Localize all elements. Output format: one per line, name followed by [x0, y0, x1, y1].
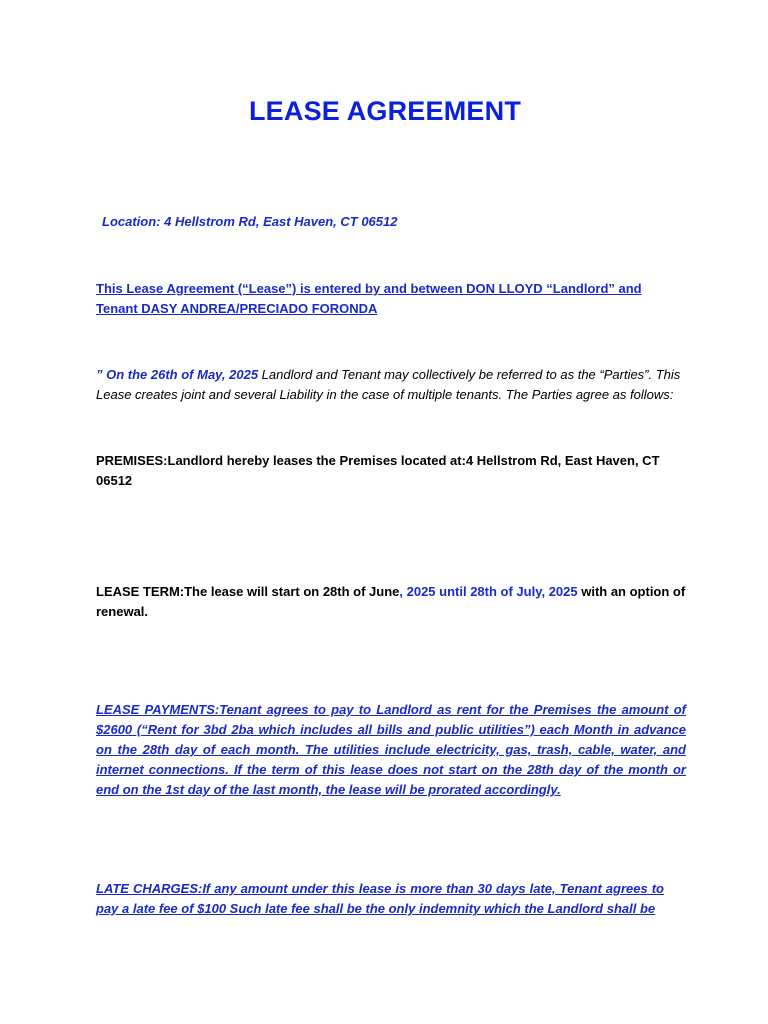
lease-term-paragraph	[90, 582, 686, 622]
date-rest: Landlord and Tenant may collectively be referred to as the “Parties”. This Lease creates joint and several Liability in the case of multiple tenants. The Parties agree as follows:	[96, 367, 681, 402]
date-paragraph	[90, 365, 686, 405]
term-end: with an option of renewal.	[96, 584, 686, 619]
intro-paragraph: This Lease Agreement (“Lease”) is entered by and between DON LLOYD “Landlord” and Tenant DASY ANDREA/PRECIADO FORONDA	[96, 281, 642, 316]
lease-payments-paragraph: LEASE PAYMENTS:Tenant agrees to pay to Landlord as rent for the Premises the amount of $2600 (“Rent for 3bd 2ba which includes all bills and public utilities”) each Month in advance on the 28th day of each month. The utilities include electricity, gas, trash, cable, water, and internet connections. If the term of this lease does not start on the 28th day of the month or end on the 1st day of the last month, the lease will be prorated accordingly.	[96, 702, 686, 797]
term-start: LEASE TERM:The lease will start on 28th of June	[96, 584, 400, 599]
document-title: LEASE AGREEMENT	[248, 96, 522, 126]
term-dates: , 2025 until 28th of July, 2025	[399, 584, 578, 599]
location-line: Location: 4 Hellstrom Rd, East Haven, CT 06512	[102, 214, 398, 229]
date-lead: ” On the 26th of May, 2025	[96, 367, 259, 382]
late-charges-paragraph: LATE CHARGES:If any amount under this lease is more than 30 days late, Tenant agrees to pay a late fee of $100 Such late fee shall be the only indemnity which the Landlord shall be	[96, 881, 664, 916]
premises-paragraph: PREMISES:Landlord hereby leases the Premises located at:4 Hellstrom Rd, East Haven, CT 06512	[96, 453, 660, 488]
